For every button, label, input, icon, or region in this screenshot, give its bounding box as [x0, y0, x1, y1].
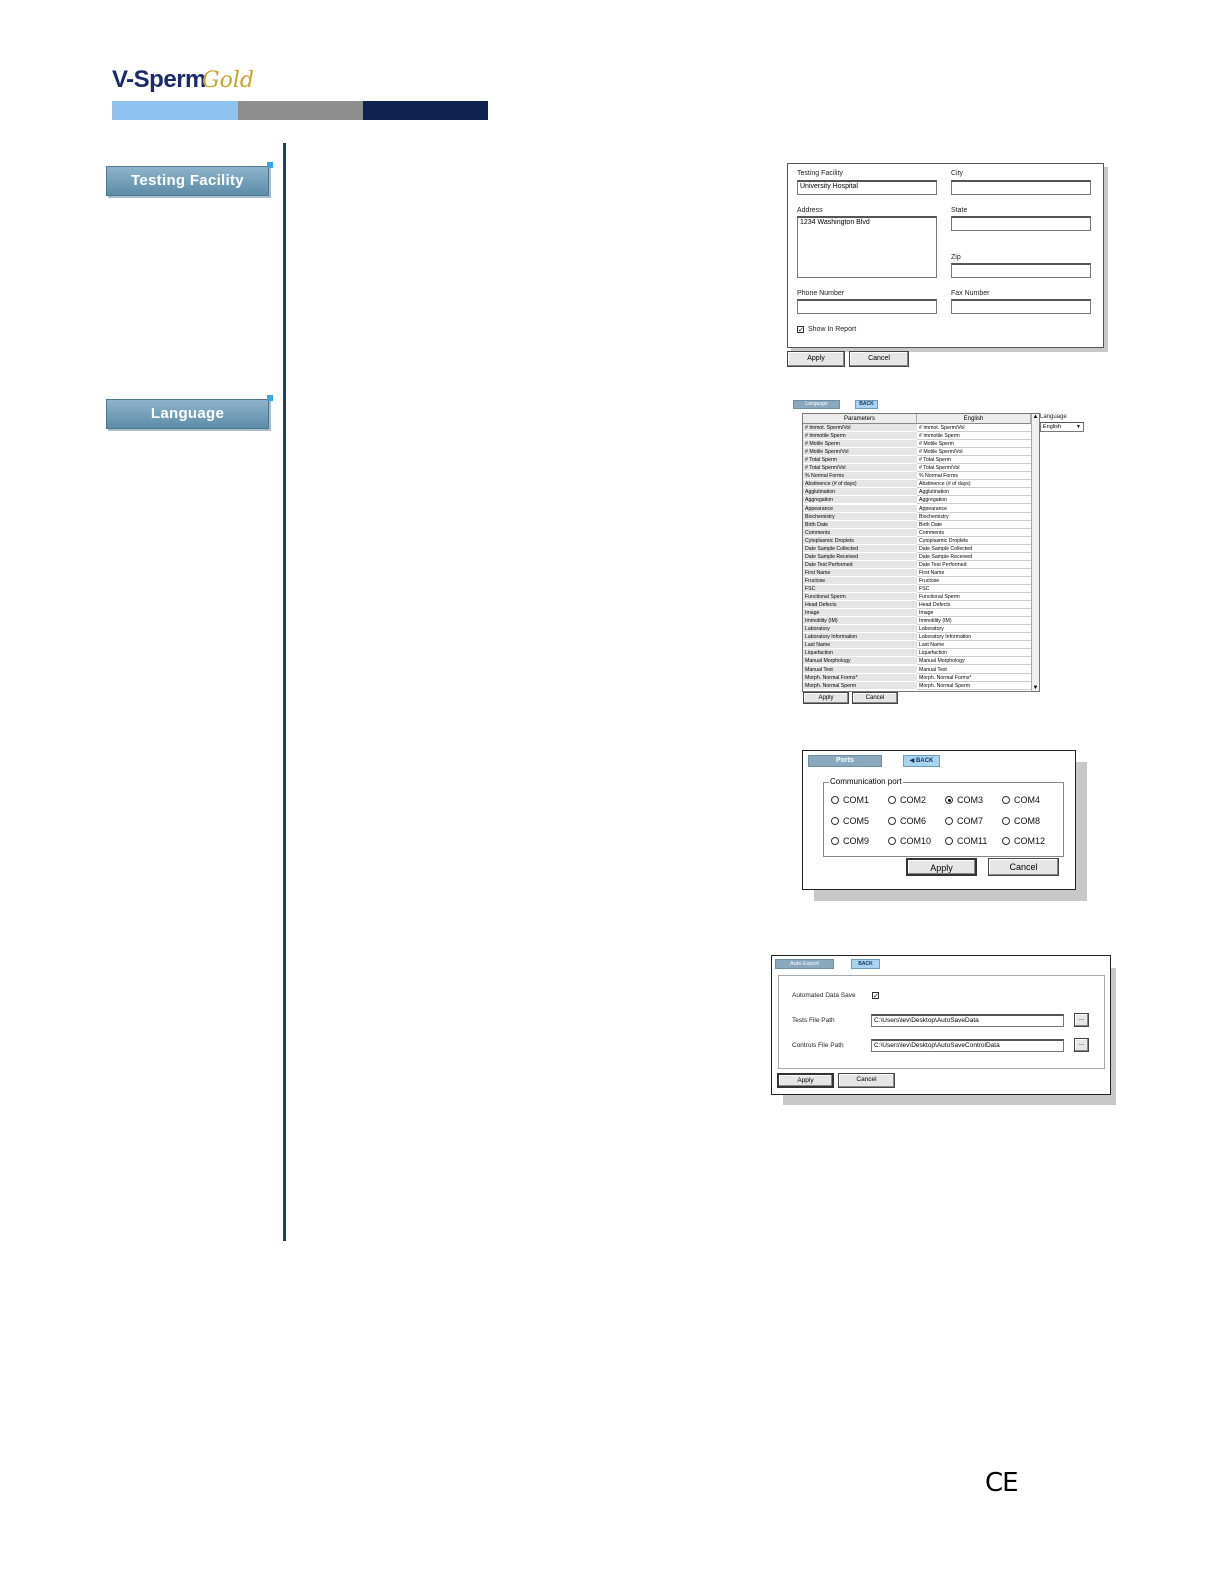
language-tab[interactable]: Language — [793, 400, 840, 409]
port-label: COM10 — [900, 836, 932, 846]
tests-browse-button[interactable]: ... — [1074, 1013, 1089, 1027]
table-row[interactable] — [803, 657, 1031, 665]
radio-button[interactable] — [888, 817, 896, 825]
table-row[interactable] — [803, 569, 1031, 577]
translation-cell[interactable]: Laboratory — [917, 625, 1031, 633]
port-label: COM12 — [1014, 836, 1046, 846]
table-row[interactable] — [803, 641, 1031, 649]
translation-cell[interactable]: Manual Test — [917, 666, 1031, 674]
table-row[interactable] — [803, 609, 1031, 617]
translation-cell[interactable]: FSC — [917, 585, 1031, 593]
port-label: COM5 — [843, 815, 870, 826]
parameter-cell: Comments — [803, 529, 917, 537]
autoexport-apply-button[interactable]: Apply — [777, 1073, 834, 1088]
translation-cell[interactable]: Morph. Normal Sperm — [917, 682, 1031, 690]
phone-input[interactable] — [797, 299, 937, 314]
port-label: COM3 — [957, 795, 984, 805]
radio-button[interactable] — [888, 796, 896, 804]
zip-input[interactable] — [951, 263, 1091, 278]
table-row[interactable] — [803, 472, 1031, 480]
automated-save-label: Automated Data Save — [792, 992, 856, 999]
table-row[interactable] — [803, 682, 1031, 690]
city-input[interactable] — [951, 180, 1091, 195]
radio-button[interactable] — [831, 817, 839, 825]
ports-back-label: BACK — [915, 758, 934, 764]
header-bar-navy — [363, 101, 488, 120]
address-textarea[interactable]: 1234 Washington Blvd — [797, 216, 937, 278]
table-row[interactable] — [803, 480, 1031, 488]
controls-path-label: Controls File Path — [792, 1042, 844, 1049]
translation-cell[interactable]: Appearance — [917, 505, 1031, 513]
translation-cell[interactable]: First Name — [917, 569, 1031, 577]
phone-label: Phone Number — [797, 290, 845, 297]
parameter-cell: Liquefaction — [803, 649, 917, 657]
parameter-cell: % Normal Forms — [803, 472, 917, 480]
parameter-cell: # Motile Sperm — [803, 440, 917, 448]
translation-cell[interactable]: # Motile Sperm — [917, 440, 1031, 448]
parameter-cell: Date Sample Collected — [803, 545, 917, 553]
parameter-cell: First Name — [803, 569, 917, 577]
parameter-cell: Date Test Performed — [803, 561, 917, 569]
header-bar-gray — [238, 101, 363, 120]
automated-save-checkbox[interactable]: ✓ — [873, 993, 879, 1000]
parameter-cell: Laboratory Information — [803, 633, 917, 641]
translation-cell[interactable]: Agglutination — [917, 488, 1031, 496]
controls-path-input[interactable]: C:\Users\lev\Desktop\AutoSaveControlData — [871, 1039, 1064, 1052]
table-row[interactable] — [803, 601, 1031, 609]
table-row[interactable] — [803, 505, 1031, 513]
translation-cell[interactable]: # Total Sperm/Vol — [917, 464, 1031, 472]
translation-cell[interactable]: # Immot. Sperm/Vol — [917, 424, 1031, 432]
parameter-cell: FSC — [803, 585, 917, 593]
ce-mark: CE — [985, 1468, 1018, 1498]
table-row[interactable] — [803, 424, 1031, 432]
table-row[interactable] — [803, 617, 1031, 625]
language-cancel-button[interactable]: Cancel — [852, 692, 898, 704]
table-row[interactable] — [803, 561, 1031, 569]
radio-button[interactable] — [1002, 796, 1010, 804]
autoexport-cancel-button[interactable]: Cancel — [838, 1073, 895, 1088]
translation-cell[interactable]: Morph. Normal Forms* — [917, 674, 1031, 682]
fax-label: Fax Number — [951, 290, 990, 297]
ports-back-button[interactable] — [903, 755, 940, 767]
port-label: COM6 — [900, 815, 927, 826]
tests-path-label: Tests File Path — [792, 1017, 835, 1024]
table-scrollbar[interactable] — [1031, 414, 1039, 691]
translation-cell[interactable]: Cytoplasmic Droplets — [917, 537, 1031, 545]
parameter-cell: # Immot. Sperm/Vol — [803, 424, 917, 432]
tests-path-input[interactable]: C:\Users\lev\Desktop\AutoSaveData — [871, 1014, 1064, 1027]
translation-cell[interactable]: Comments — [917, 529, 1031, 537]
testing-facility-input[interactable]: University Hospital — [797, 180, 937, 195]
translation-cell[interactable]: Abstinence (# of days) — [917, 480, 1031, 488]
parameter-cell: Functional Sperm — [803, 593, 917, 601]
show-in-report-checkbox[interactable]: ✓ — [798, 327, 804, 334]
translation-cell[interactable]: Date Sample Received — [917, 553, 1031, 561]
radio-button[interactable] — [945, 837, 953, 845]
parameter-cell: Date Sample Received — [803, 553, 917, 561]
fax-input[interactable] — [951, 299, 1091, 314]
radio-button[interactable] — [831, 837, 839, 845]
table-row[interactable] — [803, 585, 1031, 593]
table-row[interactable] — [803, 593, 1031, 601]
table-row[interactable] — [803, 513, 1031, 521]
table-row[interactable] — [803, 537, 1031, 545]
translation-cell[interactable]: Fructose — [917, 577, 1031, 585]
radio-button[interactable] — [945, 796, 953, 804]
autoexport-tab[interactable]: Auto Export — [775, 959, 834, 969]
table-row[interactable] — [803, 432, 1031, 440]
language-back-button[interactable]: BACK — [855, 400, 878, 409]
translation-cell[interactable]: # Motile Sperm/Vol — [917, 448, 1031, 456]
parameter-cell: Image — [803, 609, 917, 617]
translation-cell[interactable]: Last Name — [917, 641, 1031, 649]
translation-cell[interactable]: Laboratory Information — [917, 633, 1031, 641]
table-row[interactable] — [803, 464, 1031, 472]
port-label: COM9 — [843, 836, 870, 846]
logo-gold-script: Gold — [202, 68, 254, 93]
language-select-label: Language — [1040, 414, 1067, 420]
parameter-cell: Morph. Normal Sperm — [803, 682, 917, 690]
port-label: COM1 — [843, 795, 870, 805]
radio-button[interactable] — [1002, 837, 1010, 845]
port-label: COM4 — [1014, 795, 1041, 805]
communication-port-label: Communication port — [830, 777, 902, 786]
table-row[interactable] — [803, 440, 1031, 448]
translation-cell[interactable]: Biochemistry — [917, 513, 1031, 521]
table-row[interactable] — [803, 456, 1031, 464]
table-row[interactable] — [803, 633, 1031, 641]
translation-cell[interactable]: Birth Date — [917, 521, 1031, 529]
port-label: COM11 — [957, 836, 988, 846]
translation-cell[interactable]: Date Test Performed — [917, 561, 1031, 569]
parameter-cell: Last Name — [803, 641, 917, 649]
parameter-cell: Morph. Normal Forms* — [803, 674, 917, 682]
table-row[interactable] — [803, 674, 1031, 682]
parameter-cell: Manual Morphology — [803, 657, 917, 665]
scroll-down-icon[interactable]: ▼ — [1032, 685, 1039, 691]
vertical-divider — [283, 143, 286, 1241]
translation-cell[interactable]: # Total Sperm — [917, 456, 1031, 464]
parameter-cell: Fructose — [803, 577, 917, 585]
parameter-cell: Aggregation — [803, 496, 917, 504]
parameter-cell: Manual Test — [803, 666, 917, 674]
chevron-down-icon: ▼ — [1076, 424, 1081, 430]
table-row[interactable] — [803, 649, 1031, 657]
translation-cell[interactable]: Date Sample Collected — [917, 545, 1031, 553]
ports-tab[interactable]: Ports — [808, 755, 882, 767]
back-arrow-icon: ◀ — [909, 758, 915, 764]
section-testing-facility: Testing Facility — [106, 166, 269, 196]
parameter-cell: Appearance — [803, 505, 917, 513]
translation-cell[interactable]: % Normal Forms — [917, 472, 1031, 480]
translation-cell[interactable]: Image — [917, 609, 1031, 617]
parameter-cell: # Total Sperm — [803, 456, 917, 464]
facility-apply-button[interactable]: Apply — [787, 351, 845, 367]
state-label: State — [951, 207, 968, 214]
city-label: City — [951, 170, 964, 177]
parameter-cell: Abstinence (# of days) — [803, 480, 917, 488]
parameter-cell: Immotility (IM) — [803, 617, 917, 625]
testing-facility-label: Testing Facility — [797, 170, 843, 177]
translation-cell[interactable]: Liquefaction — [917, 649, 1031, 657]
facility-cancel-button[interactable]: Cancel — [849, 351, 909, 367]
show-in-report-label: Show In Report — [808, 326, 857, 333]
controls-browse-button[interactable]: ... — [1074, 1038, 1089, 1052]
translation-cell[interactable]: Head Defects — [917, 601, 1031, 609]
table-row[interactable] — [803, 521, 1031, 529]
translation-cell[interactable]: Functional Sperm — [917, 593, 1031, 601]
scroll-up-icon[interactable]: ▲ — [1032, 414, 1039, 420]
table-row[interactable] — [803, 488, 1031, 496]
col-parameters-header: Parameters — [803, 414, 917, 424]
radio-button[interactable] — [831, 796, 839, 804]
ports-apply-button[interactable]: Apply — [906, 858, 977, 876]
parameter-cell: Head Defects — [803, 601, 917, 609]
table-row[interactable] — [803, 553, 1031, 561]
translation-cell[interactable]: Immotility (IM) — [917, 617, 1031, 625]
language-apply-button[interactable]: Apply — [803, 692, 849, 704]
logo-wordmark: V-Sperm — [112, 66, 206, 93]
zip-label: Zip — [951, 254, 961, 261]
language-select[interactable] — [1040, 422, 1084, 432]
table-row[interactable] — [803, 529, 1031, 537]
parameter-cell: # Total Sperm/Vol — [803, 464, 917, 472]
radio-button[interactable] — [888, 837, 896, 845]
translation-cell[interactable]: Manual Morphology — [917, 657, 1031, 665]
table-row[interactable] — [803, 666, 1031, 674]
port-label: COM7 — [957, 815, 984, 826]
port-label: COM2 — [900, 795, 927, 805]
table-row[interactable] — [803, 577, 1031, 585]
section-language: Language — [106, 399, 269, 429]
translation-cell[interactable]: Aggregation — [917, 496, 1031, 504]
table-row[interactable] — [803, 496, 1031, 504]
parameter-cell: Biochemistry — [803, 513, 917, 521]
autoexport-back-button[interactable]: BACK — [851, 959, 880, 969]
language-table — [802, 413, 1040, 692]
translation-cell[interactable]: # Immotile Sperm — [917, 432, 1031, 440]
state-input[interactable] — [951, 216, 1091, 231]
parameter-cell: # Immotile Sperm — [803, 432, 917, 440]
col-english-header: English — [917, 414, 1031, 424]
port-label: COM8 — [1014, 815, 1041, 826]
table-row[interactable] — [803, 625, 1031, 633]
parameter-cell: Birth Date — [803, 521, 917, 529]
address-label: Address — [797, 207, 823, 214]
parameter-cell: Laboratory — [803, 625, 917, 633]
parameter-cell: Agglutination — [803, 488, 917, 496]
radio-button[interactable] — [945, 817, 953, 825]
ports-cancel-button[interactable]: Cancel — [988, 858, 1059, 876]
parameter-cell: Cytoplasmic Droplets — [803, 537, 917, 545]
table-row[interactable] — [803, 448, 1031, 456]
table-row[interactable] — [803, 545, 1031, 553]
parameter-cell: # Motile Sperm/Vol — [803, 448, 917, 456]
radio-button[interactable] — [1002, 817, 1010, 825]
language-select-value: English — [1043, 424, 1062, 430]
header-bar-light — [112, 101, 238, 120]
